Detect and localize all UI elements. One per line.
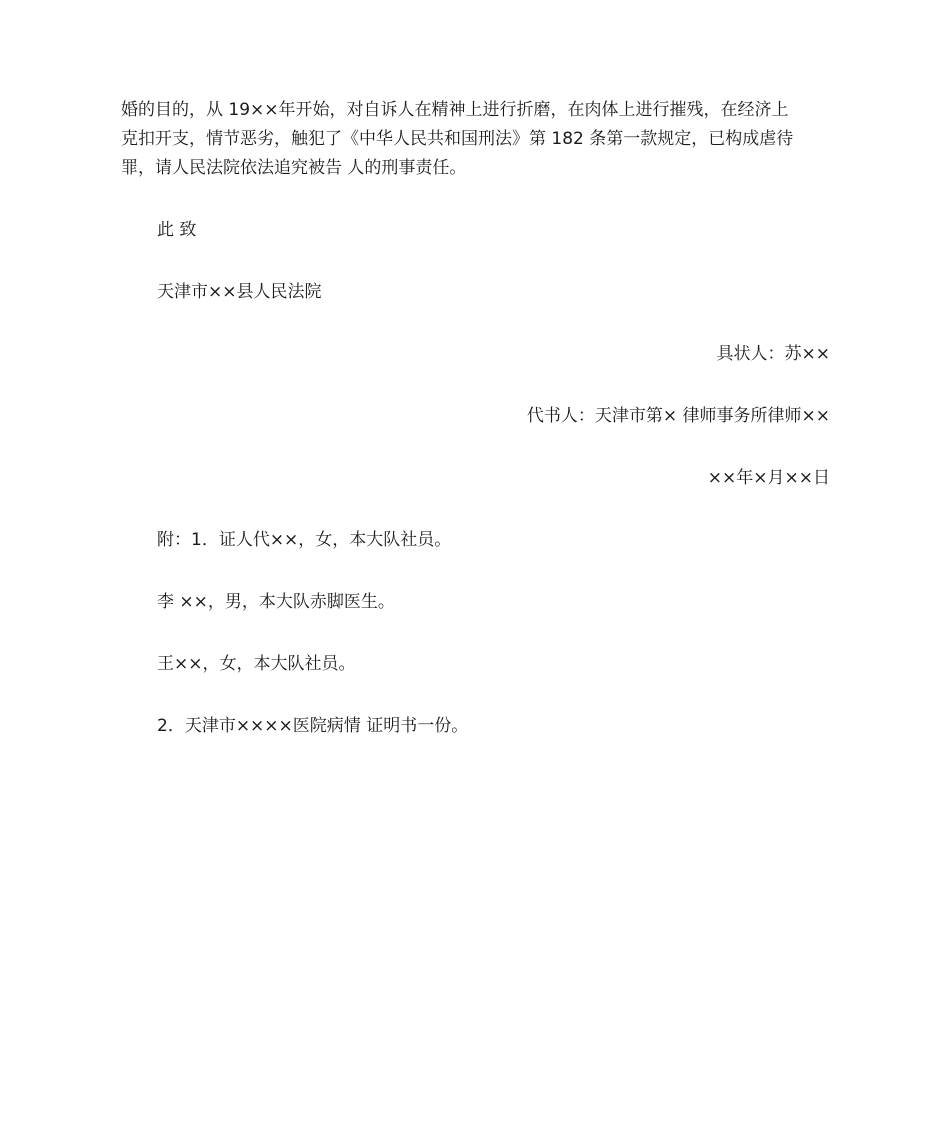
- body-line: 克扣开支，情节恶劣，触犯了《中华人民共和国刑法》第 182 条第一款规定，已构成虐待: [121, 129, 794, 149]
- attachment-item: 附：1．证人代××，女，本大队社员。: [157, 530, 452, 550]
- scribe-signature: 代书人：天津市第× 律师事务所律师××: [526, 406, 830, 426]
- document-content: [121, 96, 830, 741]
- body-line: 婚的目的，从 19××年开始，对自诉人在精神上进行折磨，在肉体上进行摧残，在经济上: [121, 100, 789, 120]
- plaintiff-signature: 具状人：苏××: [716, 344, 830, 364]
- attachment-item: 李 ××，男，本大队赤脚医生。: [157, 592, 395, 612]
- body-line: 罪，请人民法院依法追究被告 人的刑事责任。: [121, 158, 467, 178]
- document-date: ××年×月××日: [707, 468, 830, 488]
- attachment-item: 2．天津市××××医院病情 证明书一份。: [157, 716, 469, 736]
- complaint-body-paragraph: [121, 96, 830, 183]
- salutation: 此 致: [157, 220, 197, 240]
- attachment-item: 王××，女，本大队社员。: [157, 654, 356, 674]
- court-name: 天津市××县人民法院: [157, 282, 322, 302]
